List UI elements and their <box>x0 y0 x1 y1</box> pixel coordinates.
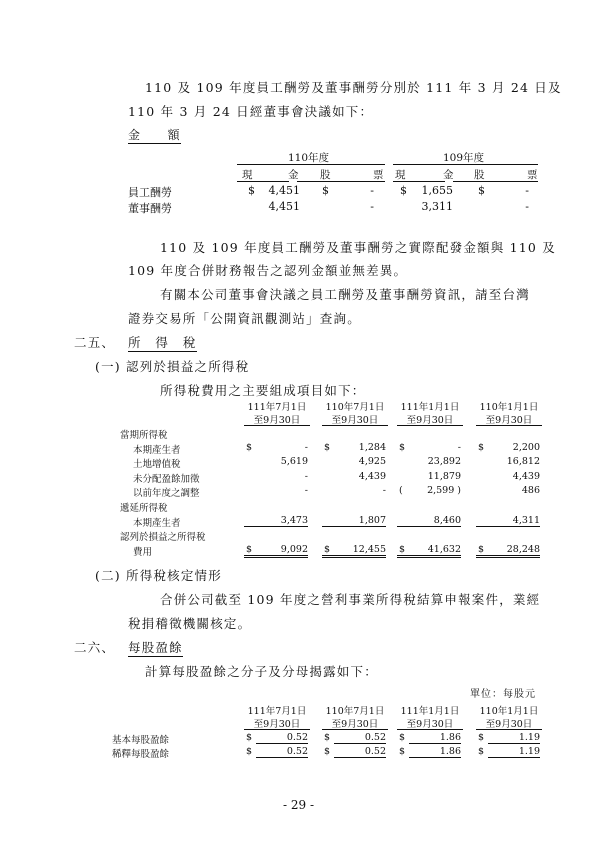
sub-header-stock-3: 股 <box>474 169 485 181</box>
table-cell: 5,619 <box>280 456 308 468</box>
sub-header-stock-1: 股 <box>320 169 331 181</box>
col-header: 至9月30日 <box>406 719 454 730</box>
table-cell: 1.19 <box>488 746 540 758</box>
sec25-sub1: (一) 認列於損益之所得稅 <box>95 359 250 374</box>
table-cell: 4,311 <box>476 515 540 527</box>
dollar-sign: $ <box>246 543 253 555</box>
dollar-sign: $ <box>246 746 253 757</box>
table-cell: 11,879 <box>427 470 461 482</box>
sec26-unit: 單位：每股元 <box>470 689 536 700</box>
table-cell: 12,455 <box>322 544 386 558</box>
cur-sym: $ <box>478 184 485 197</box>
dollar-sign: $ <box>399 441 406 453</box>
intro-line-2: 110 年 3 月 24 日經董事會決議如下： <box>128 104 374 119</box>
col-header: 110年1月1日 <box>479 706 539 717</box>
header-rule <box>322 729 388 730</box>
table-cell: - <box>457 441 461 453</box>
table-cell: 8,460 <box>397 515 461 527</box>
sub-rule-1 <box>237 181 289 182</box>
table-cell: 2,200 <box>512 441 540 453</box>
sec25-sub2-line-2: 稅捐稽徵機關核定。 <box>128 616 252 631</box>
cell-employee-110-cash: 4,451 <box>268 184 300 197</box>
table-cell: - <box>304 485 308 497</box>
page-number: - 29 - <box>283 798 315 812</box>
table-cell: 9,092 <box>244 544 308 558</box>
sub-header-cash-2: 金 <box>288 169 299 181</box>
table-cell: 0.52 <box>334 746 386 758</box>
cur-sym: $ <box>322 184 329 197</box>
col-header: 至9月30日 <box>331 719 379 730</box>
sub-header-cash-1: 現 <box>242 169 253 181</box>
row-label: 費用 <box>133 546 153 558</box>
col-header: 至9月30日 <box>485 719 533 730</box>
dollar-sign: $ <box>478 732 485 743</box>
row-label: 未分配盈餘加徵 <box>133 473 200 485</box>
sub-header-stock-2: 票 <box>373 169 384 181</box>
amount-label: 金 額 <box>128 128 181 142</box>
col-header: 至9月30日 <box>406 415 454 426</box>
cur-sym: $ <box>400 184 407 197</box>
col-header: 111年1月1日 <box>400 706 460 717</box>
table-cell: 0.52 <box>256 746 308 758</box>
col-header: 至9月30日 <box>331 415 379 426</box>
sub-header-stock-4: 票 <box>527 169 538 181</box>
sec25-prefix: 二五、 <box>74 335 116 350</box>
sub-rule-2 <box>297 181 385 182</box>
para3-line-2: 證券交易所「公開資訊觀測站」查詢。 <box>128 311 361 326</box>
year-rule-109 <box>393 164 538 165</box>
sec26-title: 每股盈餘 <box>128 640 183 655</box>
sub-rule-4 <box>453 181 538 182</box>
sub-header-cash-4: 金 <box>443 169 454 181</box>
row-label: 基本每股盈餘 <box>112 735 170 746</box>
para2-line-2: 109 年度合併財務報告之認列金額並無差異。 <box>128 263 408 278</box>
intro-line-1: 110 及 109 年度員工酬勞及董事酬勞分別於 111 年 3 月 24 日及 <box>145 80 562 95</box>
year-rule-110 <box>237 164 385 165</box>
table-cell: 1,807 <box>322 515 386 527</box>
sec26-intro: 計算每股盈餘之分子及分母揭露如下： <box>145 664 378 679</box>
table-cell: 4,925 <box>358 456 386 468</box>
dollar-sign: $ <box>246 732 253 743</box>
dollar-sign: $ <box>478 746 485 757</box>
row-label: 本期產生者 <box>133 444 181 456</box>
row-label: 當期所得稅 <box>120 430 168 441</box>
table-cell: - <box>304 470 308 482</box>
sub-rule-3 <box>393 181 445 182</box>
row-label: 土地增值稅 <box>133 459 181 471</box>
dollar-sign: $ <box>478 543 485 555</box>
table-cell: 28,248 <box>476 544 540 558</box>
para2-line-1: 110 及 109 年度員工酬勞及董事酬勞之實際配發金額與 110 及 <box>160 240 556 255</box>
table-cell: - <box>382 485 386 497</box>
dollar-sign: $ <box>324 746 331 757</box>
cur-sym: $ <box>248 184 255 197</box>
sec25-title: 所 得 稅 <box>128 335 197 350</box>
header-rule <box>476 729 542 730</box>
header-rule <box>244 729 310 730</box>
row-label-employee: 員工酬勞 <box>128 186 172 199</box>
table-cell: 3,473 <box>244 515 308 527</box>
table-cell: 4,439 <box>512 470 540 482</box>
table-cell: 23,892 <box>427 456 461 468</box>
header-rule <box>397 425 463 426</box>
col-header: 至9月30日 <box>253 415 301 426</box>
table-cell: 2,599 ) <box>427 485 461 497</box>
row-label: 以前年度之調整 <box>133 488 200 500</box>
table-cell: 0.52 <box>256 732 308 744</box>
dollar-sign: $ <box>324 441 331 453</box>
header-rule <box>397 729 463 730</box>
para3-line-1: 有關本公司董事會決議之員工酬勞及董事酬勞資訊，請至台灣 <box>160 287 530 302</box>
col-header: 110年7月1日 <box>325 706 385 717</box>
row-label: 認列於損益之所得稅 <box>120 532 206 544</box>
table-cell: 1.19 <box>488 732 540 744</box>
dollar-sign: $ <box>399 543 406 555</box>
cell-director-110-stock: - <box>370 200 374 213</box>
row-label: 稀釋每股盈餘 <box>112 749 170 760</box>
cell-employee-109-cash: 1,655 <box>421 184 453 197</box>
header-rule <box>476 425 542 426</box>
dollar-sign: $ <box>478 441 485 453</box>
table-cell: 486 <box>521 485 540 497</box>
table-cell: 1.86 <box>409 732 461 744</box>
cell-employee-110-stock: - <box>370 184 374 197</box>
cell-director-109-cash: 3,311 <box>421 200 453 213</box>
header-rule <box>244 425 310 426</box>
sec25-sub2: (二) 所得稅核定情形 <box>95 568 222 583</box>
table-cell: 1,284 <box>358 441 386 453</box>
cell-employee-109-stock: - <box>525 184 529 197</box>
dollar-sign: $ <box>399 746 406 757</box>
year-header-110: 110年度 <box>288 152 330 164</box>
row-label-director: 董事酬勞 <box>128 202 172 215</box>
row-label: 遞延所得稅 <box>120 503 168 514</box>
sec26-prefix: 二六、 <box>74 640 116 655</box>
col-header: 111年1月1日 <box>400 402 460 413</box>
cell-director-110-cash: 4,451 <box>268 200 300 213</box>
sec25-intro: 所得稅費用之主要組成項目如下： <box>160 383 366 398</box>
dollar-sign: $ <box>324 543 331 555</box>
open-paren: ( <box>399 485 403 497</box>
dollar-sign: $ <box>399 732 406 743</box>
table-cell: 41,632 <box>397 544 461 558</box>
table-cell: 1.86 <box>409 746 461 758</box>
col-header: 111年7月1日 <box>247 706 307 717</box>
col-header: 至9月30日 <box>253 719 301 730</box>
col-header: 110年7月1日 <box>325 402 385 413</box>
year-header-109: 109年度 <box>443 152 485 164</box>
header-rule <box>322 425 388 426</box>
dollar-sign: $ <box>324 732 331 743</box>
col-header: 至9月30日 <box>485 415 533 426</box>
sec25-sub2-line-1: 合併公司截至 109 年度之營利事業所得稅結算申報案件，業經 <box>160 592 541 607</box>
cell-director-109-stock: - <box>525 200 529 213</box>
table-cell: 4,439 <box>358 470 386 482</box>
col-header: 110年1月1日 <box>479 402 539 413</box>
table-cell: 0.52 <box>334 732 386 744</box>
row-label: 本期產生者 <box>133 517 181 529</box>
col-header: 111年7月1日 <box>247 402 307 413</box>
table-cell: 16,812 <box>506 456 540 468</box>
dollar-sign: $ <box>246 441 253 453</box>
sub-header-cash-3: 現 <box>395 169 406 181</box>
table-cell: - <box>304 441 308 453</box>
